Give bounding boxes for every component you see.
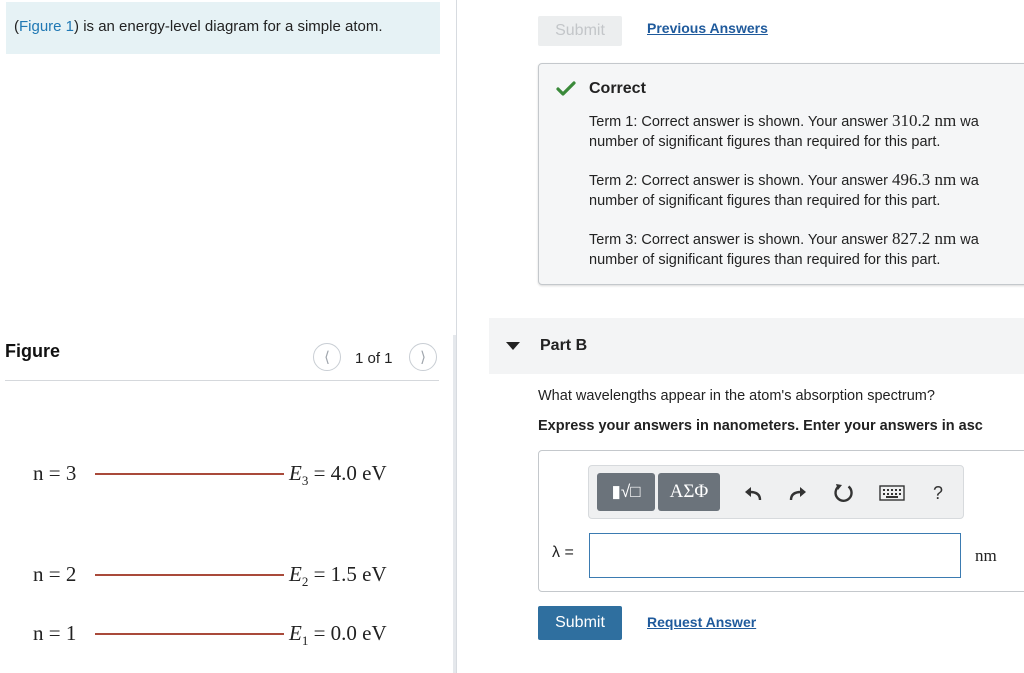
energy-subscript: 2 bbox=[301, 574, 309, 590]
level-1-n-label: n = 1 bbox=[33, 621, 77, 645]
chevron-right-icon: ⟩ bbox=[420, 349, 426, 366]
energy-symbol: E bbox=[289, 461, 302, 485]
previous-figure-button[interactable] bbox=[313, 343, 341, 371]
level-2-n-label: n = 2 bbox=[33, 562, 77, 586]
level-3-energy bbox=[289, 461, 387, 489]
caret-down-icon[interactable] bbox=[506, 342, 520, 350]
keyboard-icon[interactable] bbox=[877, 480, 907, 506]
check-icon bbox=[556, 80, 576, 103]
energy-subscript: 1 bbox=[301, 633, 309, 649]
request-answer-link[interactable]: Request Answer bbox=[647, 614, 757, 630]
wavelength-answer-input[interactable] bbox=[589, 533, 961, 578]
feedback-term-1 bbox=[589, 111, 979, 152]
figure-pager-label: 1 of 1 bbox=[355, 350, 393, 367]
feedback-status: Correct bbox=[589, 80, 646, 97]
intro-suffix: ) is an energy-level diagram for a simple atom. bbox=[74, 18, 383, 35]
figure-link[interactable]: Figure 1 bbox=[19, 18, 75, 35]
term-answer-value: 827.2 nm bbox=[892, 229, 957, 248]
term-text: Term 2: Correct answer is shown. Your answer bbox=[589, 173, 893, 189]
intro-prefix: ( bbox=[14, 18, 19, 35]
feedback-term-2 bbox=[589, 170, 979, 211]
part-b-submit-button[interactable]: Submit bbox=[538, 606, 622, 640]
unit-label: nm bbox=[975, 546, 997, 565]
level-1-line bbox=[95, 633, 284, 635]
next-figure-button[interactable] bbox=[409, 343, 437, 371]
level-2-energy bbox=[289, 562, 387, 590]
figure-title: Figure bbox=[5, 341, 61, 361]
term-text-line2: number of significant figures than required for this part. bbox=[589, 193, 941, 209]
greek-symbols-button[interactable]: ΑΣΦ bbox=[658, 473, 720, 511]
energy-subscript: 3 bbox=[301, 473, 309, 489]
part-a-submit-button[interactable]: Submit bbox=[538, 16, 622, 46]
part-b-question: What wavelengths appear in the atom's absorption spectrum? bbox=[538, 388, 935, 404]
answer-variable-label: λ = bbox=[552, 544, 574, 561]
templates-button[interactable]: ▮√□ bbox=[597, 473, 655, 511]
level-2-line bbox=[95, 574, 284, 576]
level-1-energy bbox=[289, 621, 387, 649]
pane-divider-shade bbox=[453, 335, 456, 673]
part-b-instruction: Express your answers in nanometers. Enter your answers in asc bbox=[538, 418, 983, 434]
energy-symbol: E bbox=[289, 621, 302, 645]
previous-answers-link[interactable]: Previous Answers bbox=[647, 20, 768, 36]
feedback-term-3 bbox=[589, 229, 979, 270]
help-button[interactable]: ? bbox=[932, 482, 943, 503]
energy-value: = 4.0 eV bbox=[313, 461, 387, 485]
term-text-cut: wa bbox=[956, 232, 979, 248]
term-text-line2: number of significant figures than required for this part. bbox=[589, 252, 941, 268]
term-answer-value: 496.3 nm bbox=[892, 170, 957, 189]
term-text: Term 3: Correct answer is shown. Your answer bbox=[589, 232, 893, 248]
term-text-line2: number of significant figures than required for this part. bbox=[589, 134, 941, 150]
energy-symbol: E bbox=[289, 562, 302, 586]
redo-icon[interactable] bbox=[785, 480, 811, 506]
term-text: Term 1: Correct answer is shown. Your answer bbox=[589, 114, 893, 130]
pane-divider bbox=[456, 0, 457, 673]
part-b-title: Part B bbox=[540, 337, 588, 354]
term-text-cut: wa bbox=[956, 114, 979, 130]
figure-divider bbox=[5, 380, 439, 381]
level-3-line bbox=[95, 473, 284, 475]
term-text-cut: wa bbox=[956, 173, 979, 189]
energy-value: = 0.0 eV bbox=[313, 621, 387, 645]
undo-icon[interactable] bbox=[740, 480, 766, 506]
reset-icon[interactable] bbox=[831, 480, 857, 506]
term-answer-value: 310.2 nm bbox=[892, 111, 957, 130]
intro-text bbox=[14, 18, 383, 35]
level-3-n-label: n = 3 bbox=[33, 461, 77, 485]
chevron-left-icon: ⟨ bbox=[324, 349, 330, 366]
energy-value: = 1.5 eV bbox=[313, 562, 387, 586]
